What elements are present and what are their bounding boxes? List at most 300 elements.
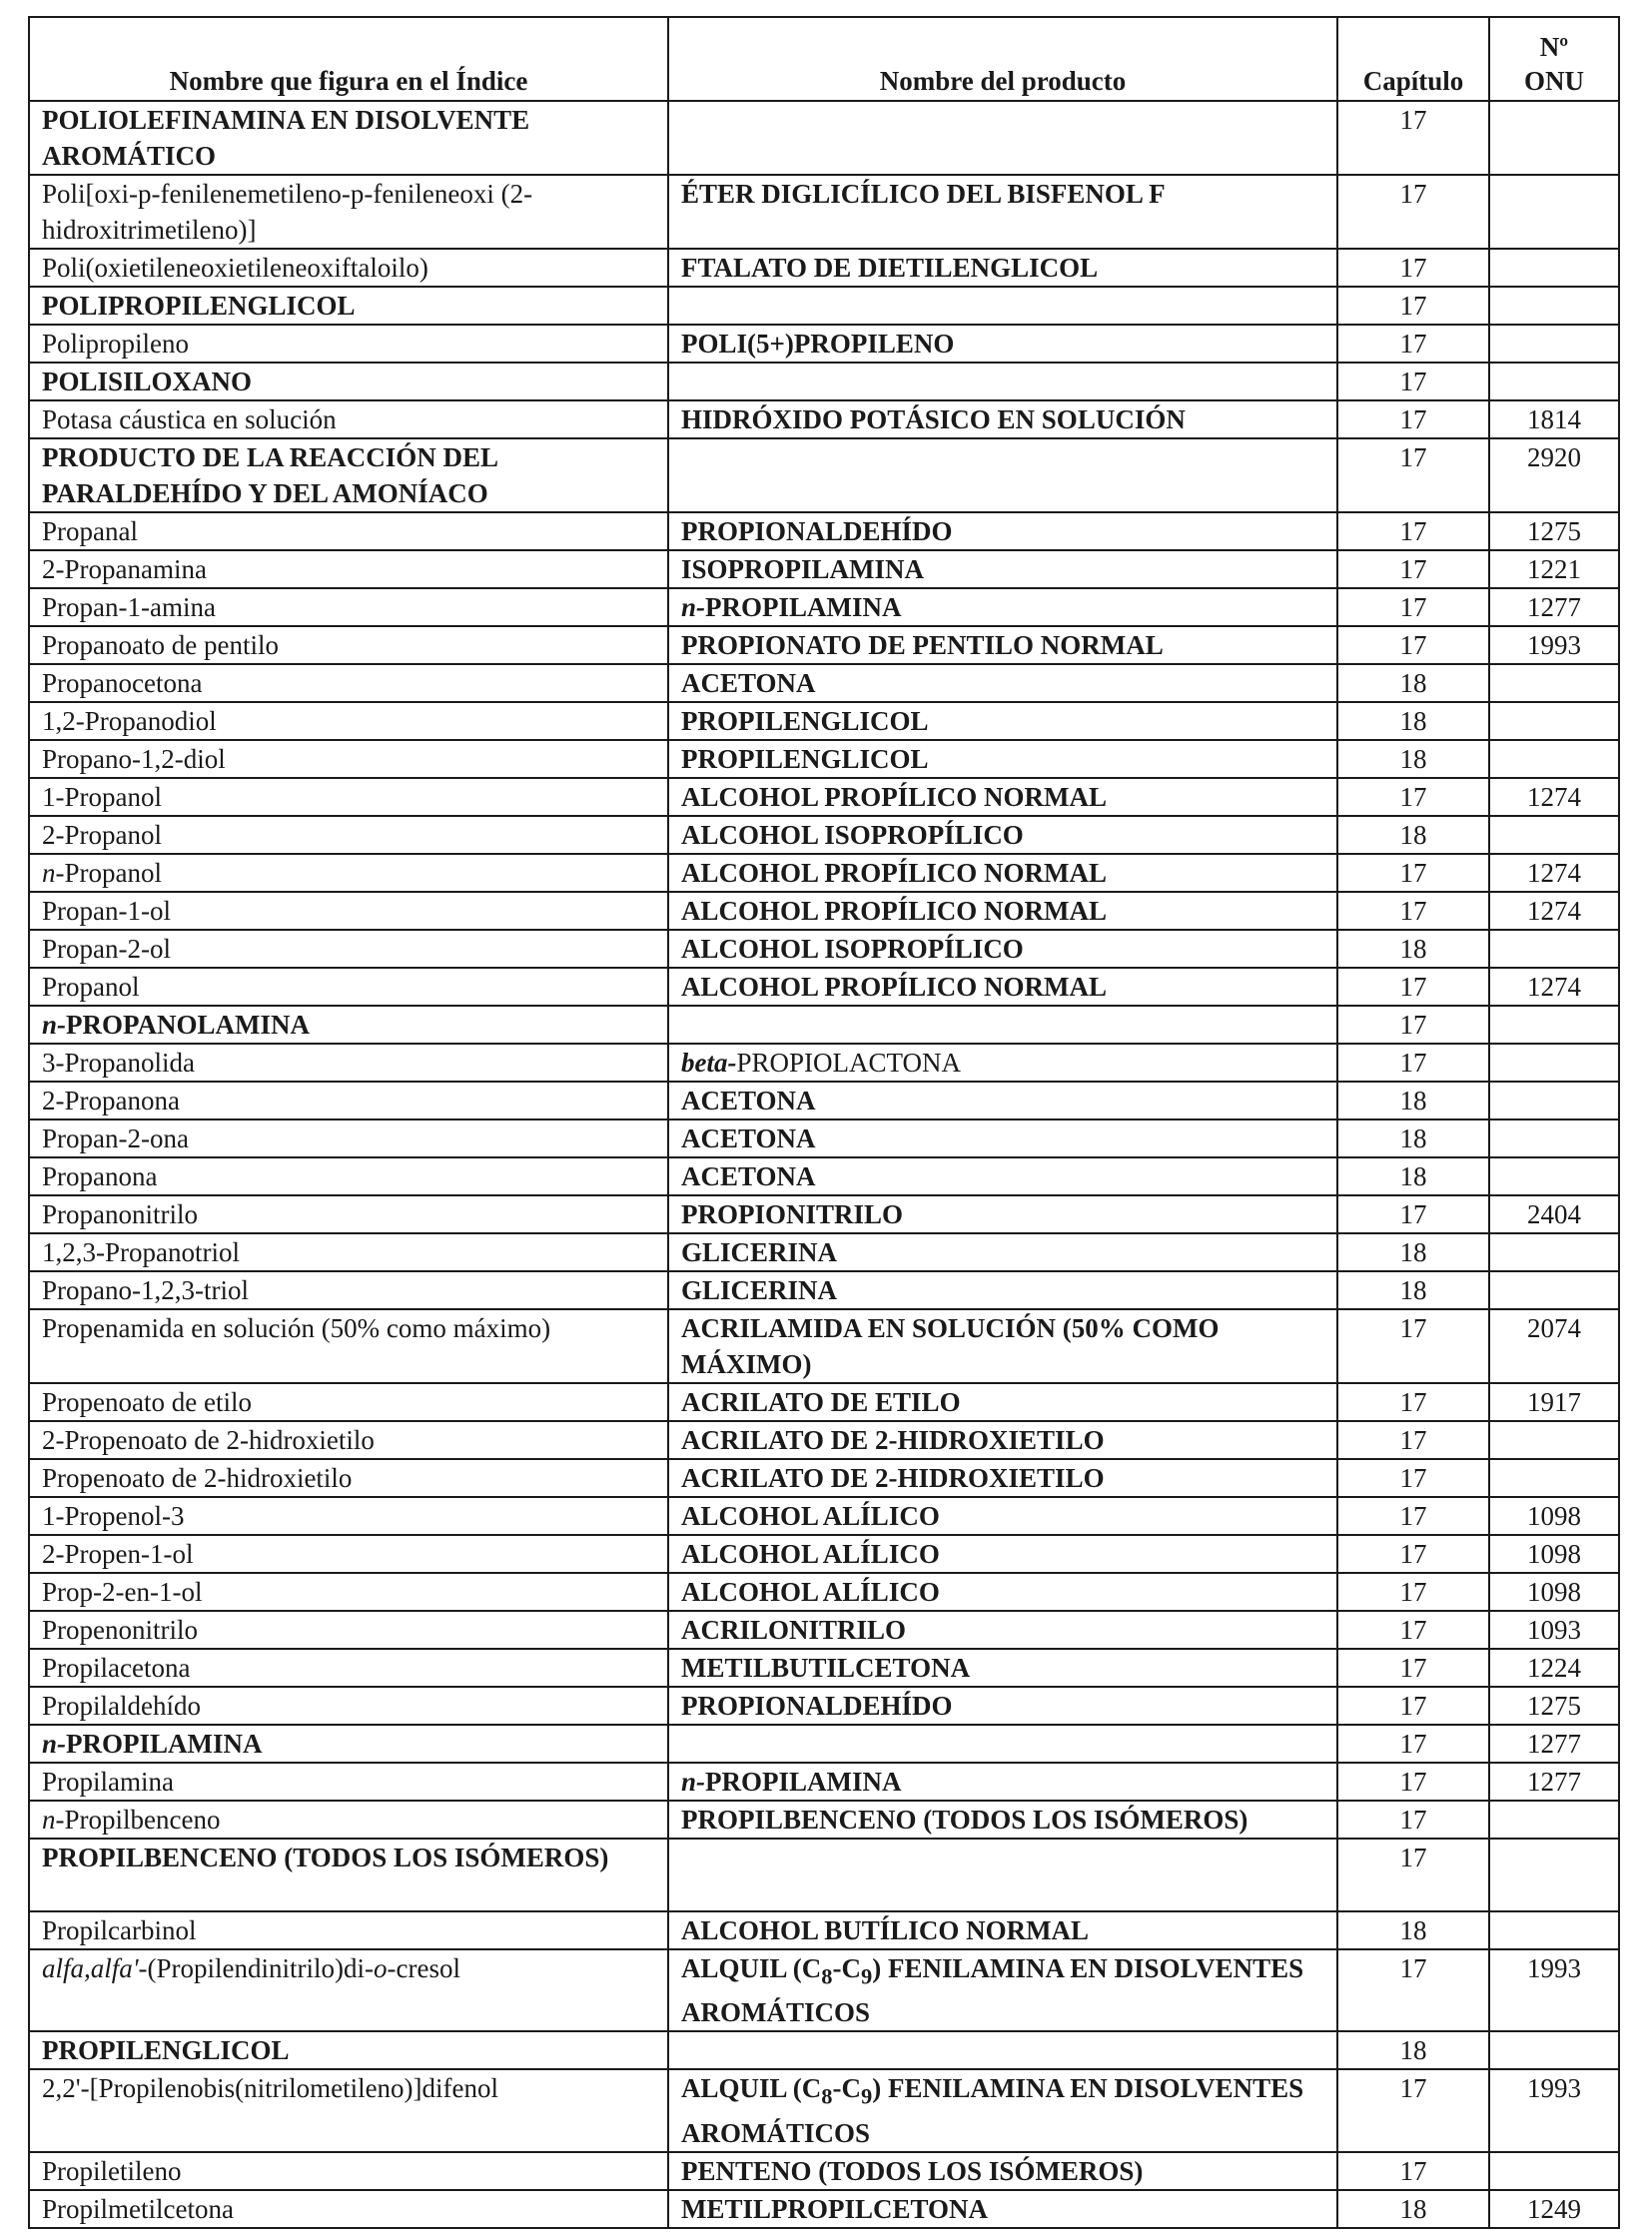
table-row [29,1082,1619,1119]
cell-un-number: 1277 [1489,1725,1619,1763]
cell-un-number: 1274 [1489,892,1619,930]
product-name-text: ALCOHOL ALÍLICO [681,1539,940,1569]
table-row [29,626,1619,664]
table-row [29,1535,1619,1573]
cell-chapter: 18 [1337,1271,1489,1309]
cell-chapter: 18 [1337,1911,1489,1949]
cell-chapter: 18 [1337,1082,1489,1119]
product-name-text: FTALATO DE DIETILENGLICOL [681,253,1099,283]
product-name-text: PROPILBENCENO (TODOS LOS ISÓMEROS) [681,1805,1248,1835]
cell-un-number: 1917 [1489,1383,1619,1421]
cell-index-name [29,1839,668,1911]
product-name-text: ACRILAMIDA EN SOLUCIÓN (50% COMO MÁXIMO) [681,1313,1220,1379]
cell-un-number [1489,363,1619,400]
product-name-text: PROPILAMINA [705,1767,902,1797]
product-name-text: ALCOHOL PROPÍLICO NORMAL [681,858,1108,888]
cell-un-number: 2404 [1489,1195,1619,1233]
product-name-text: PROPILENGLICOL [681,706,929,736]
cell-chapter: 18 [1337,930,1489,968]
cell-product-name [668,2152,1337,2190]
cell-chapter: 17 [1337,892,1489,930]
table-row [29,1649,1619,1687]
cell-product-name [668,1573,1337,1611]
product-name-text: ACETONA [681,1086,816,1116]
cell-un-number [1489,1801,1619,1839]
header-product-name: Nombre del producto [668,17,1337,101]
index-name-text: Propan-1-ol [42,896,171,926]
cell-index-name [29,438,668,512]
cell-index-name [29,1271,668,1309]
product-name-text: ALCOHOL PROPÍLICO NORMAL [681,896,1108,926]
document-page [28,16,1618,2229]
cell-chapter: 18 [1337,2031,1489,2069]
product-name-prefix: beta- [681,1048,737,1078]
cell-chapter: 17 [1337,1801,1489,1839]
index-name-text: 2,2'-[Propilenobis(nitrilometileno)]difenol [42,2073,499,2104]
table-row [29,1233,1619,1271]
cell-product-name [668,854,1337,892]
index-name-text: Propanonitrilo [42,1199,198,1229]
header-un-top: Nº [1539,32,1569,62]
index-name-text: Potasa cáustica en solución [42,404,337,434]
cell-index-name [29,1725,668,1763]
cell-product-name [668,930,1337,968]
table-row [29,2069,1619,2151]
cell-un-number [1489,2152,1619,2190]
index-name-text: PROPILENGLICOL [42,2035,290,2066]
index-name-text: 2-Propenoato de 2-hidroxietilo [42,1425,375,1455]
cell-product-name [668,1649,1337,1687]
index-name-prefix: n- [42,1729,67,1759]
cell-chapter: 18 [1337,664,1489,702]
cell-index-name [29,1649,668,1687]
cell-un-number [1489,702,1619,740]
product-name-text: ALCOHOL ISOPROPÍLICO [681,934,1024,964]
index-name-text: Propilaldehído [42,1691,201,1721]
cell-un-number [1489,1044,1619,1082]
cell-chapter: 17 [1337,363,1489,400]
header-un-number [1489,17,1619,101]
product-name-text: PROPIONITRILO [681,1199,904,1229]
table-row [29,438,1619,512]
cell-index-name [29,664,668,702]
table-row [29,664,1619,702]
cell-product-name [668,1497,1337,1535]
table-row [29,1421,1619,1459]
cell-un-number: 1275 [1489,1687,1619,1725]
cell-un-number [1489,1119,1619,1157]
cell-un-number [1489,101,1619,175]
cell-index-name [29,1383,668,1421]
table-row [29,854,1619,892]
cell-index-name [29,512,668,550]
cell-un-number: 1277 [1489,588,1619,626]
cell-chapter: 18 [1337,816,1489,854]
cell-index-name [29,1911,668,1949]
product-name-text: ACRILATO DE 2-HIDROXIETILO [681,1425,1105,1455]
table-row [29,400,1619,438]
cell-un-number [1489,1233,1619,1271]
index-name-text: Propanol [42,972,140,1002]
index-name-text: Propanona [42,1161,158,1191]
cell-product-name [668,626,1337,664]
table-row [29,1911,1619,1949]
cell-un-number: 1814 [1489,400,1619,438]
product-name-text: ACRILATO DE ETILO [681,1387,961,1417]
cell-chapter: 18 [1337,2190,1489,2228]
cell-un-number: 1993 [1489,1949,1619,2031]
cell-index-name [29,1309,668,1383]
product-name-text: ACETONA [681,668,816,698]
cell-index-name [29,1535,668,1573]
italic-segment: o [374,1953,388,1983]
cell-chapter: 17 [1337,1949,1489,2031]
cell-chapter: 18 [1337,1119,1489,1157]
cell-un-number [1489,287,1619,325]
cell-product-name [668,1044,1337,1082]
index-name-text: 1-Propanol [42,782,162,812]
product-name-text: ACETONA [681,1123,816,1153]
cell-un-number: 2920 [1489,438,1619,512]
product-name-text: PENTENO (TODOS LOS ISÓMEROS) [681,2155,1144,2186]
cell-index-name [29,287,668,325]
subscript: 9 [861,2083,873,2109]
cell-chapter: 17 [1337,1421,1489,1459]
cell-product-name [668,1725,1337,1763]
cell-un-number [1489,930,1619,968]
header-un-bottom: ONU [1524,66,1584,96]
product-name-text: ALCOHOL PROPÍLICO NORMAL [681,782,1108,812]
cell-chapter: 17 [1337,1611,1489,1649]
table-row [29,1725,1619,1763]
index-name-text: 1-Propenol-3 [42,1501,185,1531]
cell-chapter: 18 [1337,1157,1489,1195]
product-name-text: ALCOHOL ALÍLICO [681,1501,940,1531]
index-name-text: 1,2-Propanodiol [42,706,217,736]
cell-product-name [668,2190,1337,2228]
index-name-text: Propanocetona [42,668,203,698]
product-name-text: PROPIOLACTONA [736,1048,962,1078]
cell-index-name [29,968,668,1006]
subscript: 8 [821,2083,833,2109]
cell-chapter: 17 [1337,325,1489,363]
cell-index-name [29,2031,668,2069]
cell-chapter: 17 [1337,287,1489,325]
cell-index-name [29,740,668,778]
index-name-text: 1,2,3-Propanotriol [42,1237,240,1267]
cell-product-name [668,892,1337,930]
cell-chapter: 17 [1337,1309,1489,1383]
cell-product-name [668,1911,1337,1949]
cell-product-name [668,702,1337,740]
cell-product-name [668,400,1337,438]
table-row [29,1839,1619,1911]
table-row [29,1573,1619,1611]
index-name-text: Propilmetilcetona [42,2193,234,2224]
table-row [29,1949,1619,2031]
cell-un-number: 1274 [1489,778,1619,816]
cell-index-name [29,550,668,588]
cell-chapter: 17 [1337,626,1489,664]
cell-product-name [668,363,1337,400]
cell-index-name [29,892,668,930]
product-name-text: POLI(5+)PROPILENO [681,329,955,359]
cell-un-number [1489,249,1619,287]
index-name-text: Propanal [42,516,138,546]
cell-un-number [1489,1271,1619,1309]
table-body [29,101,1619,2228]
product-name-text: ACRILONITRILO [681,1615,907,1645]
table-row [29,930,1619,968]
product-name-text: METILPROPILCETONA [681,2193,989,2224]
cell-index-name [29,1421,668,1459]
cell-index-name [29,400,668,438]
table-row [29,550,1619,588]
cell-un-number [1489,664,1619,702]
cell-index-name [29,626,668,664]
cell-index-name [29,702,668,740]
cell-index-name [29,2152,668,2190]
table-row [29,2031,1619,2069]
cell-index-name [29,1497,668,1535]
table-row [29,1195,1619,1233]
cell-product-name [668,1839,1337,1911]
product-name-text: ALCOHOL ALÍLICO [681,1577,940,1607]
cell-index-name [29,1044,668,1082]
table-row [29,778,1619,816]
cell-index-name [29,1459,668,1497]
product-name-text: PROPILENGLICOL [681,744,929,774]
index-name-text: PROPILAMINA [66,1729,263,1759]
subscript: 8 [821,1963,833,1989]
cell-product-name [668,287,1337,325]
cell-chapter: 17 [1337,1195,1489,1233]
cell-chapter: 18 [1337,740,1489,778]
cell-un-number: 1274 [1489,854,1619,892]
header-index-name: Nombre que figura en el Índice [29,17,668,101]
index-name-text: alfa,alfa'-(Propilendinitrilo)di-o-cresol [42,1953,460,1983]
cell-product-name [668,1157,1337,1195]
cell-chapter: 17 [1337,512,1489,550]
cell-un-number [1489,1006,1619,1044]
cell-index-name [29,1611,668,1649]
cell-un-number [1489,325,1619,363]
cell-chapter: 18 [1337,1233,1489,1271]
cell-chapter: 17 [1337,438,1489,512]
index-name-text: Propanoato de pentilo [42,630,279,660]
cell-chapter: 17 [1337,1383,1489,1421]
cell-product-name [668,1119,1337,1157]
cell-un-number [1489,740,1619,778]
table-row [29,816,1619,854]
cell-un-number: 1221 [1489,550,1619,588]
cell-chapter: 17 [1337,968,1489,1006]
cell-index-name [29,175,668,249]
table-row [29,1309,1619,1383]
product-name-text: PROPIONALDEHÍDO [681,1691,953,1721]
cell-un-number: 1274 [1489,968,1619,1006]
table-row [29,1006,1619,1044]
cell-chapter: 17 [1337,854,1489,892]
cell-un-number: 1249 [1489,2190,1619,2228]
product-name-text: PROPILAMINA [705,592,902,622]
table-row [29,588,1619,626]
index-name-text: Propenonitrilo [42,1615,198,1645]
cell-product-name [668,1383,1337,1421]
index-name-text: Propenoato de etilo [42,1387,252,1417]
cell-un-number: 1224 [1489,1649,1619,1687]
cell-chapter: 17 [1337,1687,1489,1725]
cell-product-name [668,588,1337,626]
table-row [29,1271,1619,1309]
index-name-text: PRODUCTO DE LA REACCIÓN DEL PARALDEHÍDO Y DEL AMONÍACO [42,442,497,508]
index-name-text: Propan-2-ol [42,934,171,964]
table-row [29,1763,1619,1801]
cell-index-name [29,1233,668,1271]
cell-product-name [668,438,1337,512]
cell-product-name [668,1006,1337,1044]
cell-product-name [668,1195,1337,1233]
product-name-text: ÉTER DIGLICÍLICO DEL BISFENOL F [681,179,1166,209]
product-name-text: METILBUTILCETONA [681,1653,971,1683]
table-row [29,702,1619,740]
cell-chapter: 17 [1337,1459,1489,1497]
index-name-text: Propenamida en solución (50% como máximo) [42,1313,551,1343]
chemical-index-table [28,16,1620,2229]
cell-chapter: 17 [1337,1725,1489,1763]
cell-un-number [1489,2031,1619,2069]
index-name-text: Propano-1,2-diol [42,744,226,774]
cell-index-name [29,930,668,968]
table-row [29,1044,1619,1082]
cell-chapter: 17 [1337,1649,1489,1687]
cell-product-name [668,550,1337,588]
product-name-text: HIDRÓXIDO POTÁSICO EN SOLUCIÓN [681,404,1186,434]
cell-index-name [29,1801,668,1839]
index-name-text: POLIPROPILENGLICOL [42,291,356,321]
cell-chapter: 17 [1337,400,1489,438]
table-row [29,363,1619,400]
cell-product-name [668,512,1337,550]
product-name-text: ALQUIL $(C_8-C_9)$ FENILAMINA EN DISOLVENTES AROMÁTICOS [681,1953,1304,2028]
cell-index-name [29,363,668,400]
cell-product-name [668,1763,1337,1801]
cell-index-name [29,854,668,892]
index-name-prefix: n- [42,858,65,888]
cell-index-name [29,778,668,816]
cell-product-name [668,816,1337,854]
cell-chapter: 17 [1337,778,1489,816]
index-name-text: Propenoato de 2-hidroxietilo [42,1463,353,1493]
cell-chapter: 17 [1337,2069,1489,2151]
table-row [29,512,1619,550]
index-name-text: 3-Propanolida [42,1048,195,1078]
index-name-text: 2-Propanol [42,820,162,850]
cell-product-name [668,664,1337,702]
cell-un-number: 1093 [1489,1611,1619,1649]
cell-product-name [668,101,1337,175]
product-name-text: ALCOHOL PROPÍLICO NORMAL [681,972,1108,1002]
cell-product-name [668,325,1337,363]
cell-product-name [668,1801,1337,1839]
product-name-text: ACRILATO DE 2-HIDROXIETILO [681,1463,1105,1493]
table-row [29,1687,1619,1725]
index-name-text: PROPILBENCENO (TODOS LOS ISÓMEROS) [42,1843,609,1872]
cell-product-name [668,175,1337,249]
header-chapter: Capítulo [1337,17,1489,101]
cell-index-name [29,2190,668,2228]
index-name-text: 2-Propanona [42,1086,180,1116]
table-row [29,1157,1619,1195]
cell-un-number [1489,1459,1619,1497]
cell-un-number: 1277 [1489,1763,1619,1801]
cell-product-name [668,778,1337,816]
italic-segment: alfa,alfa' [42,1953,139,1983]
cell-un-number: 2074 [1489,1309,1619,1383]
table-row [29,249,1619,287]
index-name-text: Prop-2-en-1-ol [42,1577,203,1607]
cell-un-number [1489,1911,1619,1949]
cell-chapter: 17 [1337,1763,1489,1801]
cell-un-number: 1098 [1489,1497,1619,1535]
cell-index-name [29,1195,668,1233]
cell-un-number [1489,1839,1619,1911]
cell-index-name [29,1119,668,1157]
cell-un-number: 1993 [1489,2069,1619,2151]
cell-index-name [29,325,668,363]
product-name-text: ALQUIL $(C_8-C_9)$ FENILAMINA EN DISOLVENTES AROMÁTICOS [681,2073,1304,2148]
index-name-text: Propanol [64,858,162,888]
cell-chapter: 17 [1337,249,1489,287]
index-name-text: POLIOLEFINAMINA EN DISOLVENTE AROMÁTICO [42,105,530,171]
table-row [29,1611,1619,1649]
table-row [29,287,1619,325]
index-name-text: Propan-2-ona [42,1123,189,1153]
cell-un-number: 1275 [1489,512,1619,550]
index-name-text: Propilacetona [42,1653,191,1683]
cell-index-name [29,816,668,854]
table-row [29,968,1619,1006]
cell-product-name [668,1309,1337,1383]
cell-product-name [668,1082,1337,1119]
index-name-text: Propan-1-amina [42,592,216,622]
index-name-text: Propilamina [42,1767,174,1797]
cell-chapter: 17 [1337,588,1489,626]
cell-chapter: 17 [1337,1839,1489,1911]
table-header-row [29,17,1619,101]
cell-product-name [668,968,1337,1006]
table-row [29,1801,1619,1839]
cell-product-name [668,2069,1337,2151]
index-name-text: Propiletileno [42,2155,182,2186]
cell-un-number [1489,175,1619,249]
cell-index-name [29,1157,668,1195]
cell-un-number: 1098 [1489,1535,1619,1573]
index-name-prefix: n- [42,1805,65,1835]
cell-product-name [668,740,1337,778]
cell-index-name [29,101,668,175]
index-name-text: POLISILOXANO [42,367,253,396]
index-name-prefix: n- [42,1010,67,1040]
table-row [29,175,1619,249]
cell-product-name [668,1421,1337,1459]
cell-index-name [29,1573,668,1611]
cell-product-name [668,1459,1337,1497]
index-name-text: Propilcarbinol [42,1915,197,1945]
cell-chapter: 17 [1337,1535,1489,1573]
table-row [29,325,1619,363]
product-name-text: ALCOHOL ISOPROPÍLICO [681,820,1024,850]
